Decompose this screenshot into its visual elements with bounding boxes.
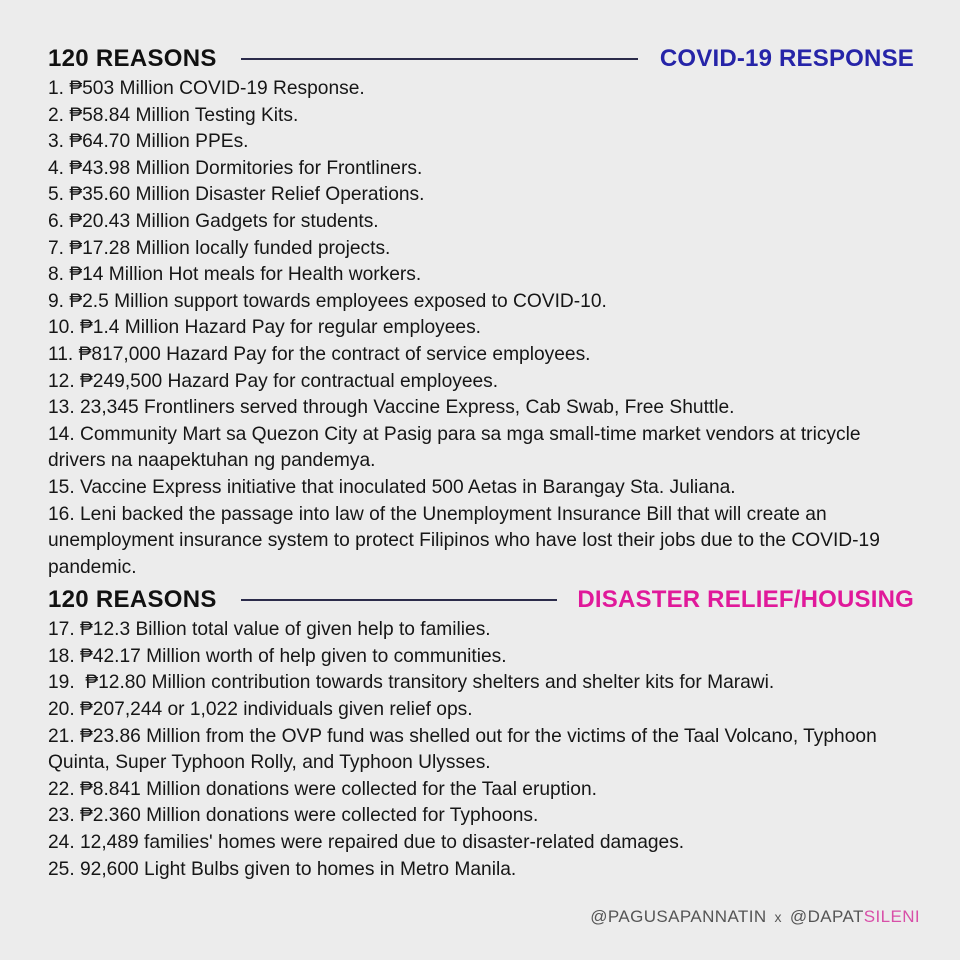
list-item: 8. ₱14 Million Hot meals for Health workers.: [48, 264, 422, 286]
list-item: 24. 12,489 families' homes were repaired due to disaster-related damages.: [48, 832, 685, 854]
list-item: 10. ₱1.4 Million Hazard Pay for regular employees.: [48, 317, 481, 339]
list-item: 18. ₱42.17 Million worth of help given to communities.: [48, 645, 507, 667]
list-item: 14. Community Mart sa Quezon City at Pasig para sa mga small-time market vendors at tricycle drivers na naapektuhan ng pandemya.: [48, 423, 866, 472]
list-item: 16. Leni backed the passage into law of the Unemployment Insurance Bill that will create an unemployment insurance system to protect Filipinos who have lost their jobs due to the COVID-19 pandemic.: [48, 503, 886, 578]
reasons-label: 120 REASONS: [48, 45, 217, 72]
section-header: [48, 42, 914, 76]
reasons-list: [48, 617, 914, 883]
list-item: 5. ₱35.60 Million Disaster Relief Operations.: [48, 184, 425, 206]
list-item: 19. ₱12.80 Million contribution towards transitory shelters and shelter kits for Marawi.: [48, 672, 775, 694]
header-divider: [241, 599, 558, 601]
list-item: 12. ₱249,500 Hazard Pay for contractual employees.: [48, 370, 499, 392]
list-item: 3. ₱64.70 Million PPEs.: [48, 131, 249, 153]
reasons-list: [48, 76, 914, 581]
list-item: 2. ₱58.84 Million Testing Kits.: [48, 104, 299, 126]
list-item: 1. ₱503 Million COVID-19 Response.: [48, 78, 365, 99]
list-item: 7. ₱17.28 Million locally funded projects.: [48, 237, 391, 259]
disaster-relief-section: [48, 583, 914, 883]
footer-separator: x: [774, 909, 782, 925]
footer-handle-accent: SILENI: [863, 907, 920, 926]
reasons-page: [48, 42, 914, 883]
covid-response-section: [48, 42, 914, 581]
list-item: 22. ₱8.841 Million donations were collected for the Taal eruption.: [48, 778, 597, 800]
footer-handle-part: @DAPAT: [789, 907, 864, 926]
footer-handle-dapatsileni: [790, 907, 920, 927]
header-divider: [241, 58, 638, 60]
reasons-label: 120 REASONS: [48, 586, 217, 614]
footer-handle-pagusapannatin: @PAGUSAPANNATIN: [590, 907, 767, 926]
list-item: 20. ₱207,244 or 1,022 individuals given relief ops.: [48, 699, 473, 721]
list-item: 25. 92,600 Light Bulbs given to homes in Metro Manila.: [48, 858, 517, 880]
list-item: 9. ₱2.5 Million support towards employees exposed to COVID-10.: [48, 290, 607, 312]
list-item: 13. 23,345 Frontliners served through Vaccine Express, Cab Swab, Free Shuttle.: [48, 397, 735, 419]
list-item: 21. ₱23.86 Million from the OVP fund was shelled out for the victims of the Taal Volcano, Typhoon Quinta, Super Typhoon Rolly, and Typhoon Ulysses.: [48, 725, 883, 774]
section-title: COVID-19 RESPONSE: [659, 45, 914, 72]
list-item: 11. ₱817,000 Hazard Pay for the contract of service employees.: [48, 343, 591, 365]
list-item: 6. ₱20.43 Million Gadgets for students.: [48, 210, 379, 232]
section-title: DISASTER RELIEF/HOUSING: [577, 586, 914, 614]
list-item: 15. Vaccine Express initiative that inoculated 500 Aetas in Barangay Sta. Juliana.: [48, 476, 736, 498]
list-item: 17. ₱12.3 Billion total value of given help to families.: [48, 619, 491, 641]
list-item: 23. ₱2.360 Million donations were collected for Typhoons.: [48, 805, 539, 827]
list-item: 4. ₱43.98 Million Dormitories for Frontliners.: [48, 157, 423, 179]
section-header: [48, 583, 914, 617]
footer-credits: [590, 907, 920, 927]
